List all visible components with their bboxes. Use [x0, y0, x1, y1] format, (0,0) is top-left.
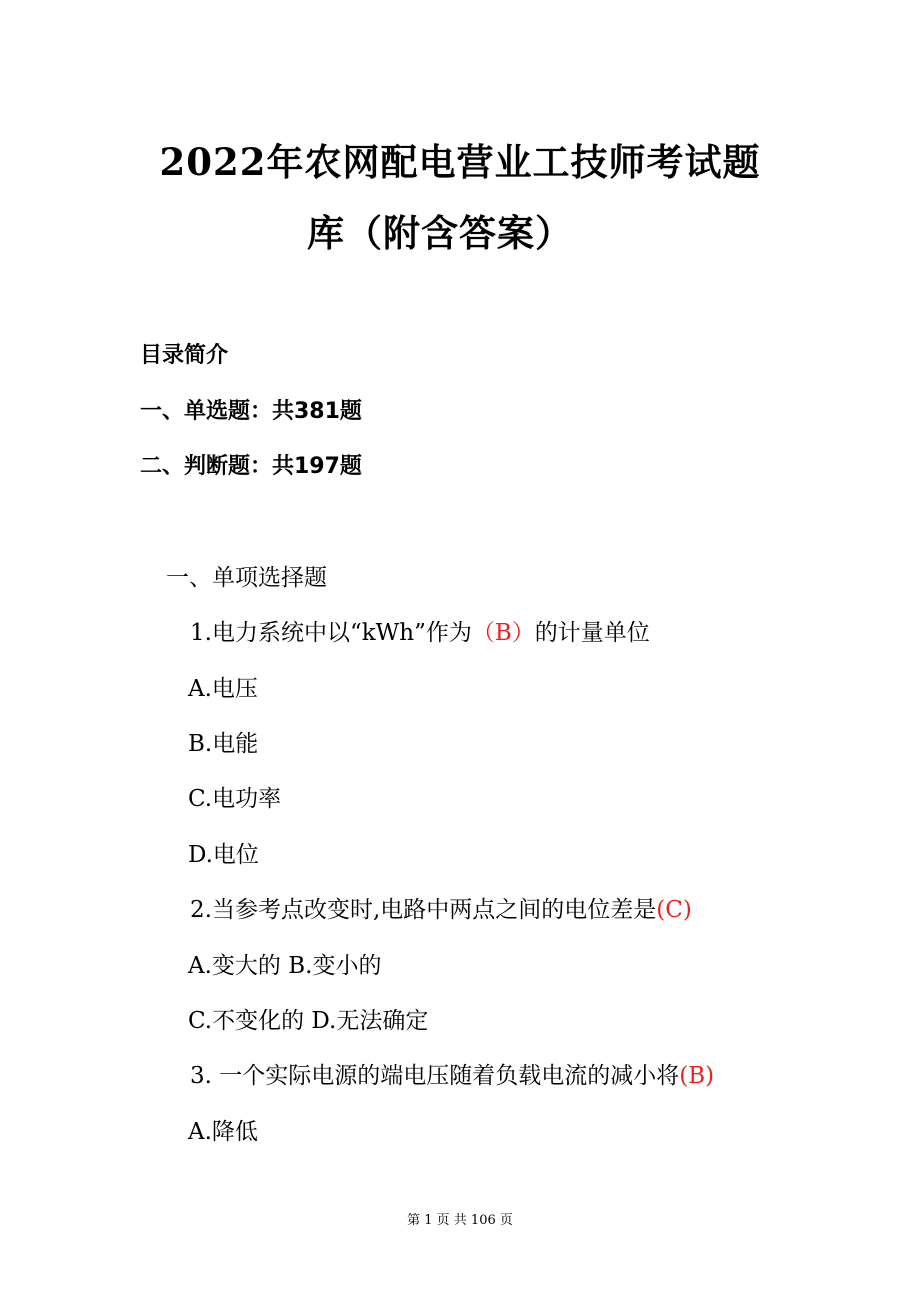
question-1-option-d: D.电位: [188, 842, 259, 868]
question-2-text: 2.当参考点改变时,电路中两点之间的电位差是: [190, 897, 657, 923]
question-3-option-a: A.降低: [188, 1119, 258, 1145]
question-1-option-b: B.电能: [188, 731, 259, 757]
toc-heading: 目录简介: [140, 343, 229, 368]
section-heading: 一、单项选择题: [166, 565, 327, 591]
question-1-option-a: A.电压: [188, 676, 258, 702]
question-3-answer: (B): [679, 1063, 715, 1089]
question-2-options-cd: C.不变化的 D.无法确定: [188, 1008, 429, 1034]
question-1-stem: [190, 614, 650, 647]
page-footer: 第 1 页 共 106 页: [407, 1213, 513, 1228]
question-1-text: 1.电力系统中以“kWh”作为: [190, 620, 472, 646]
question-2-answer: (C): [656, 897, 692, 923]
question-1-answer: （B）: [471, 620, 535, 646]
document-title-line-2: 库（附含答案）: [307, 211, 573, 255]
question-2-options-ab: A.变大的 B.变小的: [188, 953, 382, 979]
document-title-line-1: 2022年农网配电营业工技师考试题: [159, 140, 761, 184]
question-2-stem: [190, 891, 692, 924]
toc-item-single-choice: 一、单选题：共381题: [140, 399, 362, 424]
toc-item-true-false: 二、判断题：共197题: [140, 454, 362, 479]
question-3-stem: [190, 1057, 714, 1090]
question-1-option-c: C.电功率: [188, 786, 282, 812]
question-1-text-after: 的计量单位: [534, 620, 650, 646]
question-3-text: 3. 一个实际电源的端电压随着负载电流的减小将: [190, 1063, 680, 1089]
